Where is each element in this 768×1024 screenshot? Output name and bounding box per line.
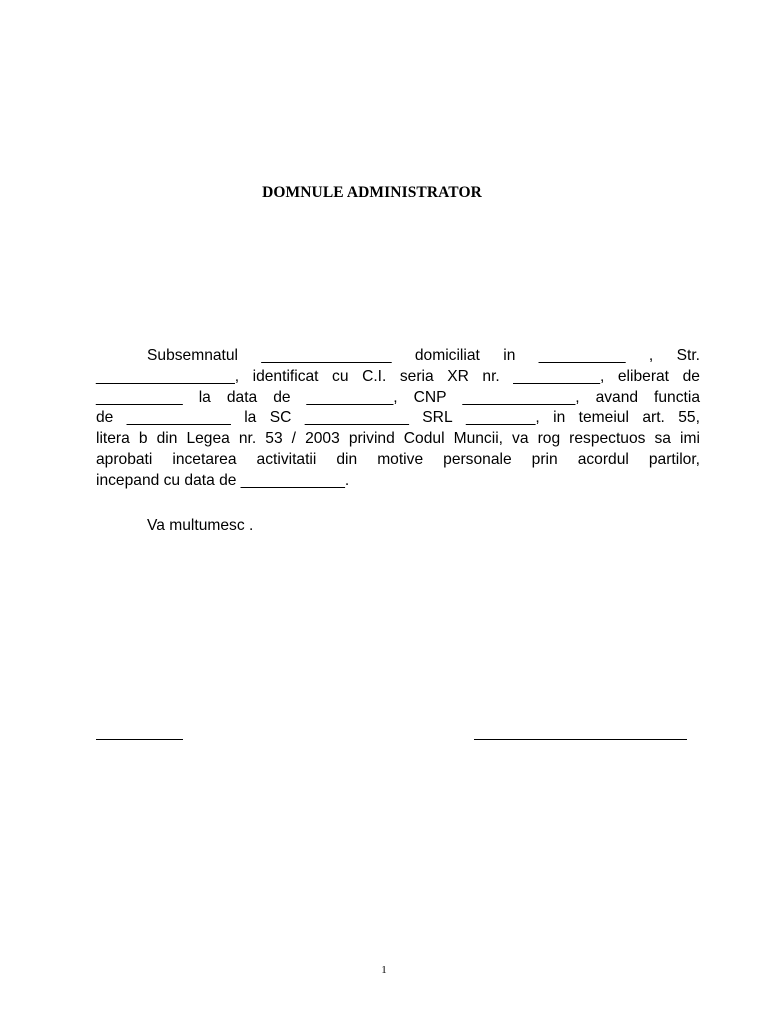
paragraph-word: _____________, [462, 388, 580, 406]
paragraph-word: incetarea [172, 450, 237, 468]
paragraph-word: partilor, [648, 450, 700, 468]
paragraph-word: 55, [678, 409, 700, 427]
paragraph-word: CNP [413, 388, 447, 406]
paragraph-word: domiciliat [414, 347, 480, 364]
paragraph-word: Codul [403, 430, 445, 448]
paragraph-line: incepand cu data de ____________. [96, 471, 350, 489]
paragraph-word: rog [537, 430, 561, 448]
paragraph-word: 53 [265, 430, 283, 448]
paragraph-word: ____________ [304, 409, 409, 427]
paragraph-word: privind [348, 430, 395, 448]
paragraph-line [96, 367, 700, 388]
paragraph-word: __________ [96, 388, 183, 406]
paragraph-line [96, 408, 700, 429]
paragraph-word: b [138, 430, 148, 448]
paragraph-word: 2003 [305, 430, 340, 448]
paragraph-word: din [156, 430, 178, 448]
paragraph-word: Str. [676, 347, 700, 364]
paragraph-word: nr. [482, 367, 500, 385]
document-title: DOMNULE ADMINISTRATOR [262, 184, 482, 201]
paragraph-word: motive [377, 450, 424, 468]
paragraph-word: Subsemnatul [147, 347, 239, 364]
paragraph-word: SRL [422, 409, 453, 427]
paragraph-word: avand [595, 388, 639, 406]
paragraph-word: temeiul [578, 409, 629, 427]
paragraph-line [96, 388, 700, 409]
paragraph-word: __________, [513, 367, 605, 385]
date-signature-line [96, 739, 183, 740]
paragraph-word: de [96, 409, 114, 427]
signature-line [474, 739, 687, 740]
request-paragraph [96, 346, 700, 492]
paragraph-word: din [336, 450, 358, 468]
paragraph-word: de [682, 367, 700, 385]
paragraph-word: ____________ [126, 409, 231, 427]
paragraph-word: _______________ [261, 347, 392, 364]
paragraph-word: personale [443, 450, 512, 468]
paragraph-word: in [503, 347, 516, 364]
paragraph-word: sa [654, 430, 671, 448]
paragraph-word: identificat [252, 367, 319, 385]
paragraph-word: respectuos [569, 430, 646, 448]
paragraph-word: cu [332, 367, 349, 385]
paragraph-word: la [198, 388, 211, 406]
paragraph-word: Legea [186, 430, 230, 448]
paragraph-word: nr. [238, 430, 257, 448]
paragraph-word: SC [269, 409, 292, 427]
paragraph-word: activitatii [256, 450, 317, 468]
paragraph-word: __________, [306, 388, 398, 406]
paragraph-word: prin [531, 450, 558, 468]
paragraph-word: eliberat [617, 367, 670, 385]
paragraph-word: C.I. [362, 367, 387, 385]
paragraph-word: ________, [466, 409, 540, 427]
paragraph-word: imi [680, 430, 700, 448]
paragraph-word: ________________, [96, 367, 240, 385]
paragraph-word: __________ [538, 347, 626, 364]
paragraph-line [96, 450, 700, 471]
paragraph-word: seria [399, 367, 434, 385]
paragraph-word: functia [654, 388, 700, 406]
paragraph-word: litera [96, 430, 130, 448]
paragraph-word: va [512, 430, 529, 448]
paragraph-word: XR [447, 367, 469, 385]
paragraph-word: aprobati [96, 450, 153, 468]
paragraph-word: , [648, 347, 654, 364]
paragraph-word: in [553, 409, 566, 427]
paragraph-word: acordul [577, 450, 629, 468]
paragraph-line [96, 429, 700, 450]
paragraph-word: de [273, 388, 291, 406]
paragraph-word: data [226, 388, 258, 406]
page-number: 1 [381, 964, 387, 976]
paragraph-line [96, 346, 700, 367]
paragraph-word: art. [642, 409, 665, 427]
closing-text: Va multumesc . [147, 517, 254, 534]
paragraph-word: / [291, 430, 297, 448]
paragraph-word: Muncii, [453, 430, 503, 448]
paragraph-word: la [244, 409, 257, 427]
